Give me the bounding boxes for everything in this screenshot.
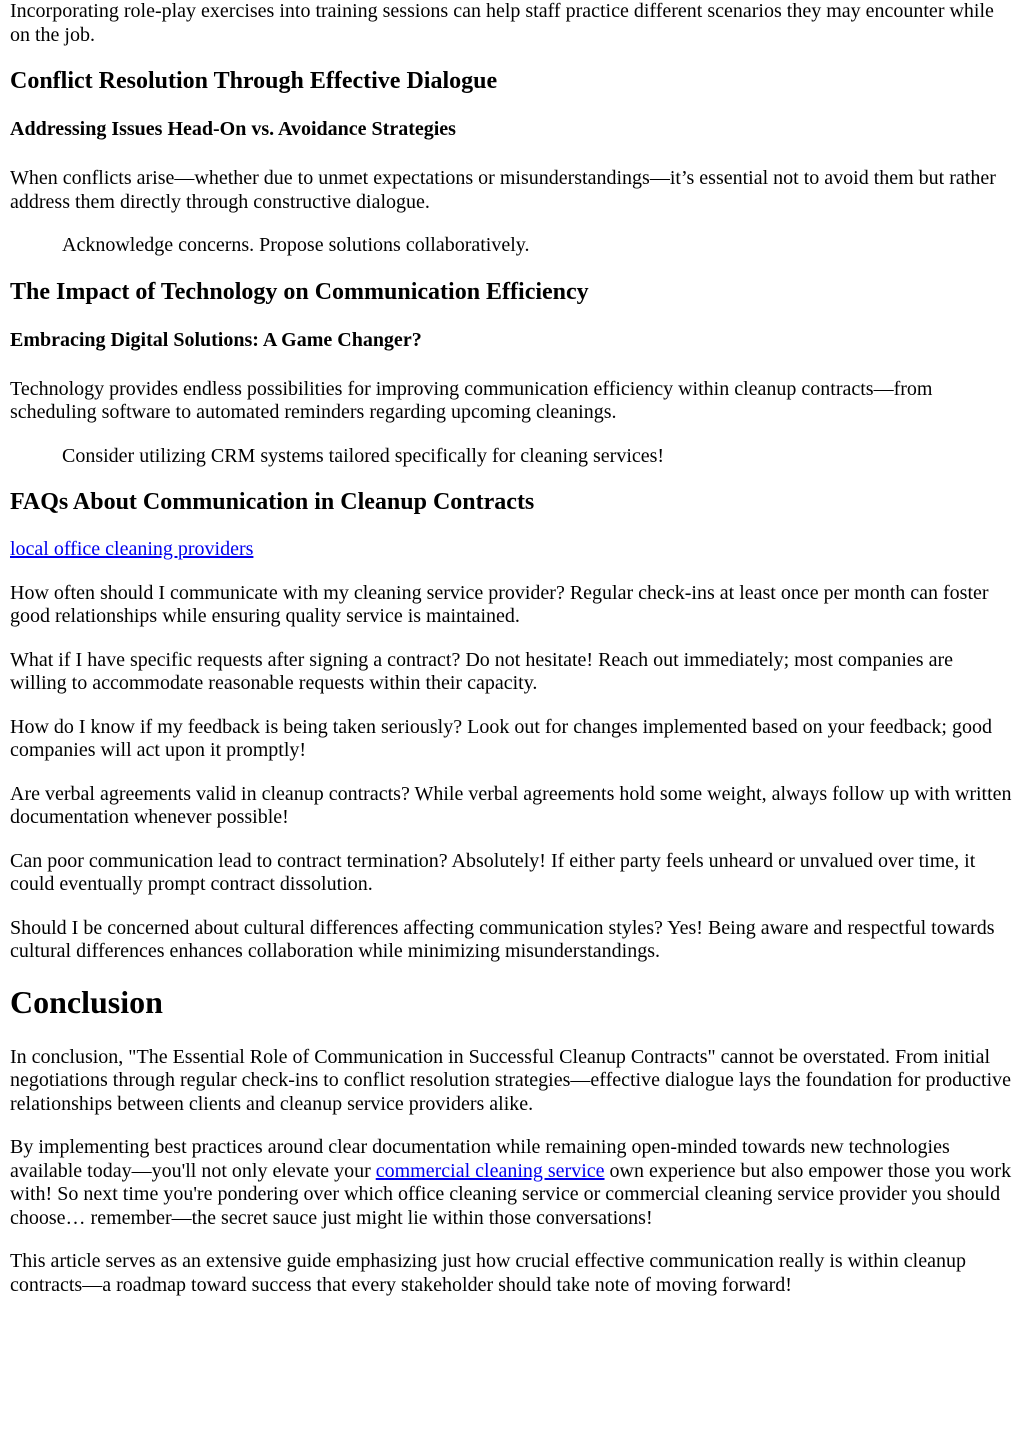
faq-item: What if I have specific requests after signing a contract? Do not hesitate! Reach out immediately; most companies are willing to accommodate reasonable requests within their capacity. — [10, 648, 953, 694]
subheading-addressing-issues: Addressing Issues Head-On vs. Avoidance Strategies — [10, 118, 456, 140]
section-heading-technology: The Impact of Technology on Communication Efficiency — [10, 278, 589, 305]
conclusion-heading: Conclusion — [10, 983, 163, 1020]
conclusion-paragraph-3: This article serves as an extensive guide emphasizing just how crucial effective communication really is within cleanup contracts—a roadmap toward success that every stakeholder should take note of moving forward! — [10, 1250, 966, 1296]
conclusion-text-after-link: own experience but also empower those you work with! So next time you're pondering over which office cleaning service or commercial cleaning service provider you should choose… remember—the secret sauce just might lie within those conversations! — [10, 1159, 1012, 1229]
subheading-digital-solutions: Embracing Digital Solutions: A Game Changer? — [10, 328, 422, 351]
intro-paragraph: Incorporating role-play exercises into training sessions can help staff practice different scenarios they may encounter while on the job. — [10, 0, 994, 46]
section-heading-conflict: Conflict Resolution Through Effective Dialogue — [10, 68, 498, 94]
acknowledge-item: Acknowledge concerns. Propose solutions collaboratively. — [62, 234, 530, 256]
faq-item: Can poor communication lead to contract termination? Absolutely! If either party feels unheard or unvalued over time, it could eventually prompt contract dissolution. — [10, 849, 976, 895]
faq-item: How often should I communicate with my cleaning service provider? Regular check-ins at least once per month can foster good relationships while ensuring quality service is maintained. — [10, 581, 989, 627]
faq-item: How do I know if my feedback is being taken seriously? Look out for changes implemented based on your feedback; good companies will act upon it promptly! — [10, 715, 992, 761]
faq-item: Are verbal agreements valid in cleanup contracts? While verbal agreements hold some weight, always follow up with written documentation whenever possible! — [10, 782, 1012, 828]
conclusion-text-before-link: By implementing best practices around clear documentation while remaining open-minded towards new technologies available today—you'll not only elevate your — [10, 1136, 950, 1182]
local-providers-paragraph — [10, 538, 1014, 562]
conclusion-paragraph-2 — [10, 1136, 1014, 1230]
technology-paragraph: Technology provides endless possibilities for improving communication efficiency within cleanup contracts—from scheduling software to automated reminders regarding upcoming cleanings. — [10, 377, 933, 423]
conclusion-paragraph-1: In conclusion, "The Essential Role of Communication in Successful Cleanup Contracts" cannot be overstated. From initial negotiations through regular check-ins to conflict resolution strategies—effective dialogue lays the foundation for productive relationships between clients and cleanup service providers alike. — [10, 1045, 1011, 1115]
local-office-cleaning-link[interactable]: local office cleaning providers — [10, 538, 254, 560]
crm-item: Consider utilizing CRM systems tailored specifically for cleaning services! — [62, 444, 665, 467]
conflicts-paragraph: When conflicts arise—whether due to unmet expectations or misunderstandings—it’s essential not to avoid them but rather address them directly through constructive dialogue. — [10, 167, 996, 213]
faq-item: Should I be concerned about cultural differences affecting communication styles? Yes! Being aware and respectful towards cultural differences enhances collaboration while minimizing misunderstandings. — [10, 916, 995, 962]
commercial-cleaning-service-link[interactable]: commercial cleaning service — [375, 1159, 605, 1182]
section-heading-faqs: FAQs About Communication in Cleanup Contracts — [10, 489, 535, 515]
